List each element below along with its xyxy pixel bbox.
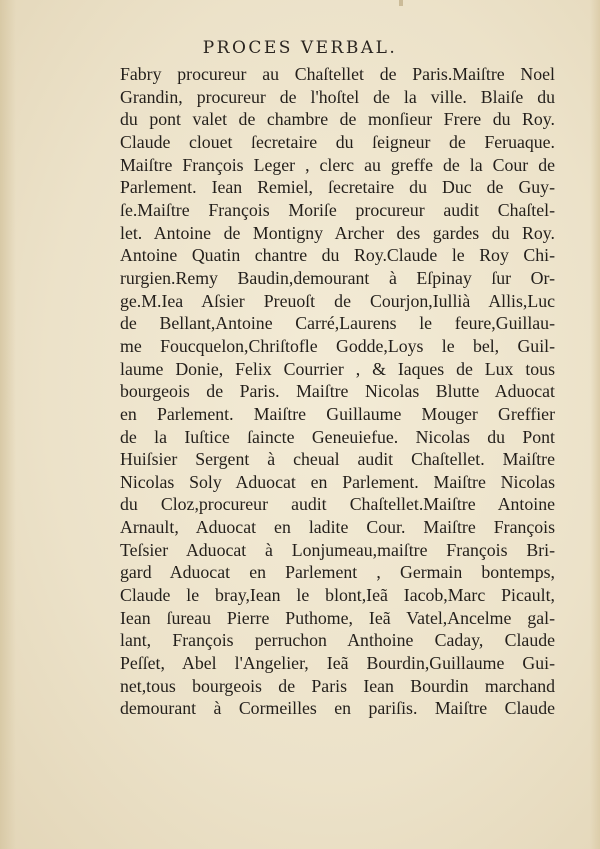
text-line: me Foucquelon,Chriſtofle Godde,Loys le bel, Guil-: [120, 335, 555, 356]
text-line: Peſſet, Abel l'Angelier, Ieã Bourdin,Guillaume Gui-: [120, 653, 555, 674]
text-line: Nicolas Soly Aduocat en Parlement. Maiſtre Nicolas: [120, 471, 555, 492]
text-line: Arnault, Aduocat en ladite Cour. Maiſtre François: [120, 517, 555, 538]
text-line: Maiſtre François Leger , clerc au greffe de la Cour de: [120, 154, 555, 175]
text-line: Teſsier Aduocat à Lonjumeau,maiſtre François Bri-: [120, 539, 555, 560]
text-line: Parlement. Iean Remiel, ſecretaire du Duc de Guy-: [120, 177, 555, 198]
text-line: let. Antoine de Montigny Archer des gardes du Roy.: [120, 222, 555, 243]
body-text: [120, 63, 555, 720]
text-line: Iean ſureau Pierre Puthome, Ieã Vatel,Ancelme gal-: [120, 607, 555, 628]
page-right-shadow: [590, 0, 600, 849]
paper-tear-mark: [399, 0, 403, 6]
text-line: laume Donie, Felix Courrier , & Iaques de Lux tous: [120, 358, 555, 379]
text-line: Huiſsier Sergent à cheual audit Chaſtellet. Maiſtre: [120, 449, 555, 470]
text-line: gard Aduocat en Parlement , Germain bontemps,: [120, 562, 555, 583]
text-line: net,tous bourgeois de Paris Iean Bourdin marchand: [120, 675, 555, 696]
text-line: du pont valet de chambre de monſieur Frere du Roy.: [120, 109, 555, 130]
text-line: ſe.Maiſtre François Moriſe procureur audit Chaſtel-: [120, 199, 555, 220]
text-line: de Bellant,Antoine Carré,Laurens le feure,Guillau-: [120, 313, 555, 334]
page-left-shadow: [0, 0, 16, 849]
text-line: demourant à Cormeilles en pariſis. Maiſtre Claude: [120, 698, 555, 719]
text-line: de la Iuſtice ſaincte Geneuiefue. Nicolas du Pont: [120, 426, 555, 447]
text-line: lant, François perruchon Anthoine Caday, Claude: [120, 630, 555, 651]
text-line: en Parlement. Maiſtre Guillaume Mouger Greffier: [120, 403, 555, 424]
text-line: Antoine Quatin chantre du Roy.Claude le Roy Chi-: [120, 245, 555, 266]
running-head: PROCES VERBAL.: [202, 38, 398, 58]
text-line: rurgien.Remy Baudin,demourant à Eſpinay ſur Or-: [120, 267, 555, 288]
text-line: Claude le bray,Iean le blont,Ieã Iacob,Marc Picault,: [120, 585, 555, 606]
text-line: Grandin, procureur de l'hoſtel de la ville. Blaiſe du: [120, 86, 555, 107]
text-line: bourgeois de Paris. Maiſtre Nicolas Blutte Aduocat: [120, 381, 555, 402]
text-line: Claude clouet ſecretaire du ſeigneur de Feruaque.: [120, 131, 555, 152]
text-line: du Cloz,procureur audit Chaſtellet.Maiſtre Antoine: [120, 494, 555, 515]
text-line: ge.M.Iea Aſsier Preuoſt de Courjon,Iullià Allis,Luc: [120, 290, 555, 311]
text-line: Fabry procureur au Chaſtellet de Paris.Maiſtre Noel: [120, 64, 555, 84]
